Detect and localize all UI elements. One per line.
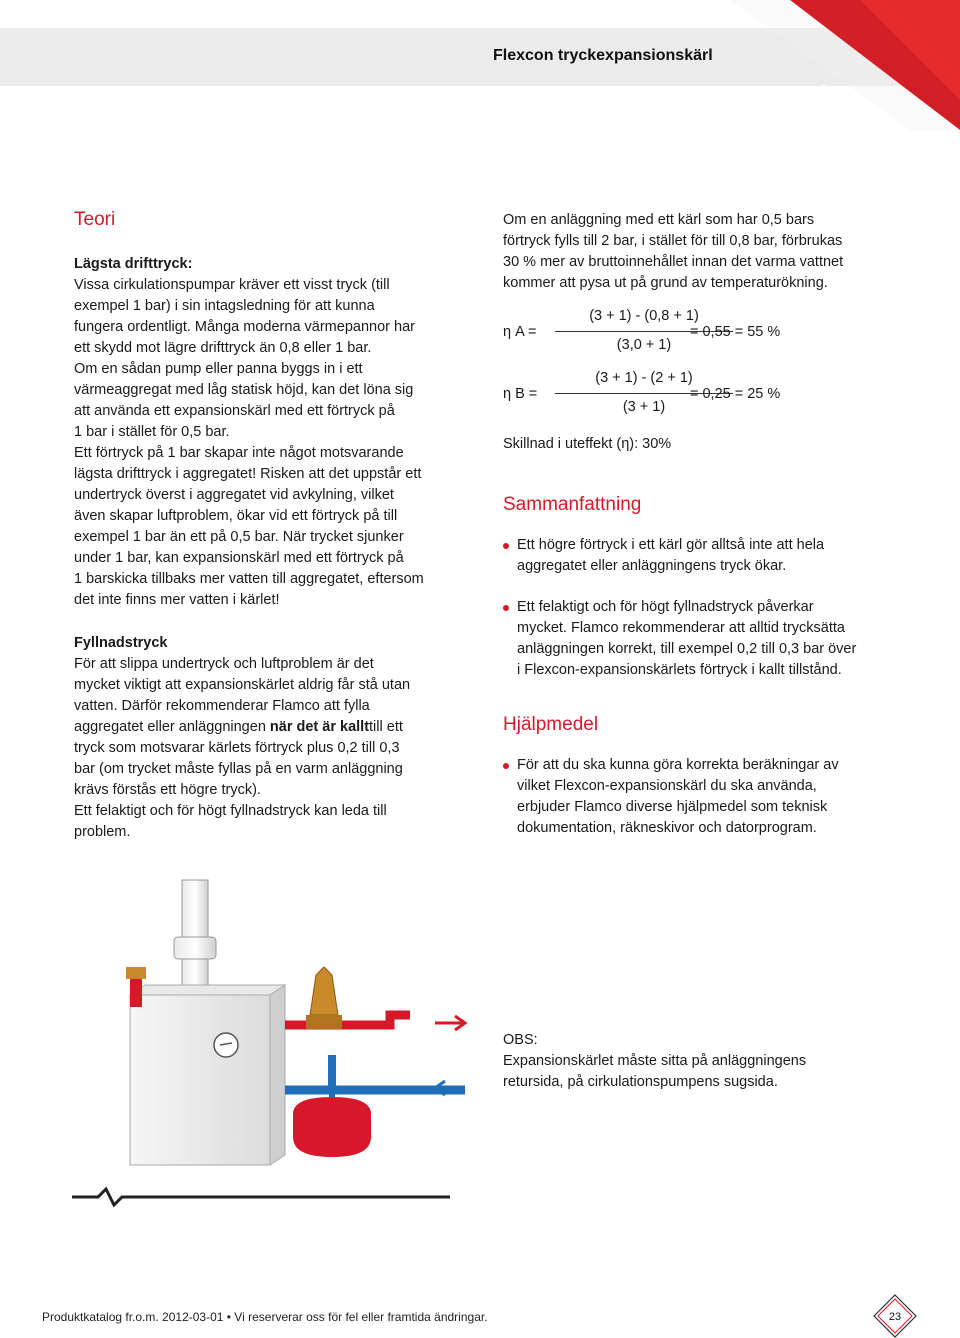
flue-collar [174,937,216,959]
bullet-line: erbjuder Flamco diverse hjälpmedel som teknisk [517,799,828,815]
text-line: Ett felaktigt och för högt fyllnadstryck kan leda till [74,803,387,819]
summary-list [503,535,913,681]
air-vent-icon [310,967,338,1015]
bullet-line: dokumentation, räkneskivor och datorprogram. [517,820,817,836]
fill-pressure-text-c [74,738,494,843]
formula-a-numerator: (3 + 1) - (0,8 + 1) [589,308,699,324]
text-line: Ett förtryck på 1 bar skapar inte något motsvarande [74,445,404,461]
text-line: förtryck fylls till 2 bar, i stället för till 0,8 bar, förbrukas [503,233,843,249]
text-line: vatten. Därför rekommenderar Flamco att fylla [74,698,370,714]
corner-decoration [730,0,960,130]
flow-out-arrow-icon [435,1016,465,1030]
bullet-line: anläggningen korrekt, till exempel 0,2 till 0,3 bar över [517,641,857,657]
flue-pipe [182,880,208,945]
pressure-gauge-icon [214,1033,238,1057]
header-title: Flexcon tryckexpansionskärl [493,47,713,64]
bullet-line: vilket Flexcon-expansionskärl du ska använda, [517,778,817,794]
text-line: 1 bar i stället för 0,5 bar. [74,424,230,440]
bullet-line: Ett högre förtryck i ett kärl gör alltså inte att hela [517,537,825,553]
text-line: 30 % mer av bruttoinnehållet innan det varma vattnet [503,254,844,270]
text-line: lägsta drifttryck i aggregatet! Risken att det uppstår ett [74,466,422,482]
difference-text: Skillnad i uteffekt (η): 30% [503,436,672,452]
text-line: det inte finns mer vatten i kärlet! [74,592,280,608]
text-line: undertryck överst i aggregatet vid avkylning, vilket [74,487,394,503]
fill-line-pre: aggregatet eller anläggningen [74,719,270,735]
expansion-vessel-icon [293,1097,371,1157]
fill-pressure-mixed-line [74,717,494,738]
text-line: krävs förstås ett högre tryck). [74,782,261,798]
formula-a-result: = 0,55 = 55 % [690,324,781,340]
bullet-item [503,535,913,577]
help-heading: Hjälpmedel [503,714,599,735]
fill-pressure-title: Fyllnadstryck [74,635,168,651]
formula-a [503,308,913,370]
bullet-line: För att du ska kunna göra korrekta beräkningar av [517,757,839,773]
right-column [503,210,913,839]
bullet-line: i Flexcon-expansionskärlets förtryck i kallt tillstånd. [517,662,842,678]
footer-text: Produktkatalog fr.o.m. 2012-03-01 • Vi reserverar oss för fel eller framtida ändringar. [42,1310,488,1324]
text-line: under 1 bar, kan expansionskärl med ett förtryck på [74,550,404,566]
formula-b-denominator: (3 + 1) [622,399,666,415]
bullet-item [503,755,913,839]
page-number-badge [873,1294,917,1338]
wall-line [72,1189,450,1205]
fill-pressure-text-a [74,654,494,717]
min-pressure-text [74,275,494,611]
text-line: fungera ordentligt. Många moderna värmepannor har [74,319,415,335]
text-line: även skapar luftproblem, ökar vid ett förtryck på till [74,508,398,524]
help-list [503,755,913,839]
theory-heading: Teori [74,209,116,230]
text-line: problem. [74,824,131,840]
bullet-item [503,597,913,681]
boiler-body [130,995,270,1165]
text-line: 1 barskicka tillbaks mer vatten till aggregatet, eftersom [74,571,424,587]
text-line: värmeaggregat med låg statisk höjd, kan det löna sig [74,382,414,398]
supply-pipe-red [285,1015,410,1025]
text-line: Vissa cirkulationspumpar kräver ett visst tryck (till [74,277,390,293]
safety-valve-icon [130,975,142,1007]
formula-b-numerator: (3 + 1) - (2 + 1) [595,370,693,386]
left-column [74,206,494,843]
text-line: bar (om trycket måste fyllas på en varm anläggning [74,761,403,777]
formula-b [503,370,913,432]
min-pressure-title: Lägsta drifttryck: [74,256,193,272]
text-line: Om en sådan pump eller panna byggs in i ett [74,361,363,377]
formula-a-denominator: (3,0 + 1) [616,337,672,353]
text-line: tryck som motsvarar kärlets förtryck plus 0,2 till 0,3 [74,740,400,756]
fill-line-bold: när det är kallt [269,719,370,735]
text-line: exempel 1 bar) i sin intagsledning för att kunna [74,298,375,314]
text-line: Expansionskärlet måste sitta på anläggningens [503,1053,807,1069]
bullet-line: mycket. Flamco rekommenderar att alltid trycksätta [517,620,845,636]
text-line: Om en anläggning med ett kärl som har 0,5 bars [503,212,815,228]
obs-note [503,1030,903,1093]
chapter-number: 1 [817,80,831,107]
text-line: retursida, på cirkulationspumpens sugsida. [503,1074,778,1090]
formula-a-lhs: η A = [503,324,537,340]
intro-text [503,210,913,294]
text-line: För att slippa undertryck och luftproblem är det [74,656,374,672]
bullet-line: aggregatet eller anläggningens tryck ökar. [517,558,787,574]
text-line: kommer att pysa ut på grund av temperaturökning. [503,275,828,291]
fill-line-post: till ett [369,719,403,735]
obs-text [503,1051,903,1093]
text-line: mycket viktigt att expansionskärlet aldrig får stå utan [74,677,411,693]
page-number: 23 [888,1311,902,1323]
text-line: att använda ett expansionskärl med ett förtryck på [74,403,395,419]
text-line: exempel 1 bar än ett på 0,5 bar. När trycket sjunker [74,529,404,545]
summary-heading: Sammanfattning [503,494,642,515]
formula-b-lhs: η B = [503,386,538,402]
obs-title: OBS: [503,1032,538,1048]
formula-b-result: = 0,25 = 25 % [690,386,781,402]
boiler-installation-illustration [70,875,490,1220]
bullet-line: Ett felaktigt och för högt fyllnadstryck påverkar [517,599,814,615]
text-line: ett skydd mot lägre drifttryck än 0,8 eller 1 bar. [74,340,372,356]
